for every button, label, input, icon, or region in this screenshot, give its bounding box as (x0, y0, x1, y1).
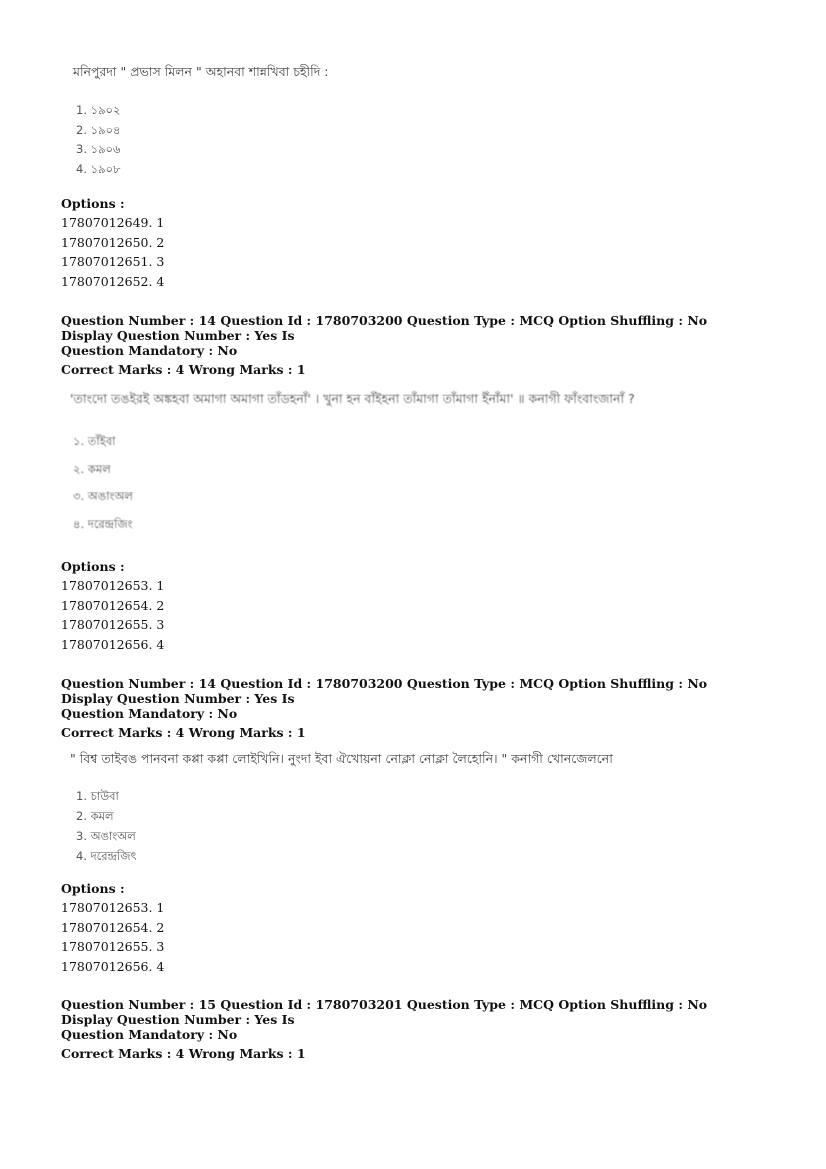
choice-item: ১. তাঁইবা (73, 434, 116, 448)
choice-item: 1. চাউবা (76, 789, 119, 803)
options-label: Options : (61, 196, 125, 211)
option-id: 17807012650. 2 (61, 234, 165, 250)
question-14-image (70, 391, 635, 538)
choice-item: 4. ১৯০৮ (76, 161, 121, 176)
question-14-meta-repeat (61, 676, 761, 740)
question-meta-line: Question Number : 14 Question Id : 1780703200 Question Type : MCQ Option Shuffling : No Display Question Number : Yes Is (61, 313, 708, 343)
options-label: Options : (61, 559, 125, 574)
choice-item: 4. দরেন্দ্রজিৎ (76, 849, 137, 863)
question-13-image (73, 64, 328, 179)
question-stem: 'তাংদো তঙইরই অঙ্কহবা অমাগা অমাগা তাঁডহনাঁ' । খুনা হন বাঁইহনা তাঁমাগা তাঁমাগা ইঁনাঁমা' ॥ কনাগী ফাঁংবাংজানাঁ ? (70, 391, 635, 406)
question-15-meta (61, 997, 761, 1061)
choice-item: ৪. দরেন্দ্রজিং (73, 516, 133, 531)
question-stem: মনিপুরদা " প্রভাস মিলন " অহানবা শান্নখিবা চহীদি : (73, 64, 329, 79)
choice-list (76, 101, 328, 179)
option-id: 17807012654. 2 (61, 919, 165, 935)
option-id: 17807012652. 4 (61, 273, 165, 289)
option-id: 17807012655. 3 (61, 617, 165, 633)
question-14-meta (61, 313, 761, 377)
question-meta-line: Question Number : 15 Question Id : 1780703201 Question Type : MCQ Option Shuffling : No Display Question Number : Yes Is (61, 997, 708, 1027)
question-mandatory: Question Mandatory : No (61, 706, 238, 721)
option-id: 17807012649. 1 (61, 215, 165, 231)
option-id: 17807012655. 3 (61, 939, 165, 955)
question-mandatory: Question Mandatory : No (61, 1027, 238, 1042)
marks-line: Correct Marks : 4 Wrong Marks : 1 (61, 725, 306, 740)
choice-list (76, 786, 613, 866)
choice-list (73, 428, 635, 538)
options-list-q14a (61, 557, 164, 654)
marks-line: Correct Marks : 4 Wrong Marks : 1 (61, 1046, 306, 1061)
question-stem: " বিশ্ব তাইবঙ পানবনা কপ্পা কপ্পা লোইখিনি। নুংদা ইবা ঐখোয়না নোক্লা নোক্লা লৈহোনি। " কনাগী খোনজেলনো (70, 751, 613, 766)
option-id: 17807012656. 4 (61, 636, 165, 652)
choice-item: ৩. অঙাংঅল (73, 489, 133, 503)
choice-item: 3. অঙাংঅল (76, 829, 136, 843)
question-meta-line: Question Number : 14 Question Id : 1780703200 Question Type : MCQ Option Shuffling : No Display Question Number : Yes Is (61, 676, 708, 706)
option-id: 17807012654. 2 (61, 597, 165, 613)
option-id: 17807012653. 1 (61, 900, 165, 916)
choice-item: 2. ১৯০৪ (76, 122, 121, 137)
options-label: Options : (61, 881, 125, 896)
option-id: 17807012653. 1 (61, 578, 165, 594)
choice-item: 3. ১৯০৬ (76, 142, 121, 156)
options-list-q14b (61, 879, 164, 976)
option-id: 17807012651. 3 (61, 254, 165, 270)
options-list-q13 (61, 194, 164, 291)
marks-line: Correct Marks : 4 Wrong Marks : 1 (61, 362, 306, 377)
question-mandatory: Question Mandatory : No (61, 343, 238, 358)
choice-item: ২. কমল (73, 461, 111, 476)
option-id: 17807012656. 4 (61, 958, 165, 974)
choice-item: 1. ১৯০২ (76, 103, 121, 117)
question-14-repeat-image (70, 751, 613, 866)
choice-item: 2. কমল (76, 809, 114, 823)
